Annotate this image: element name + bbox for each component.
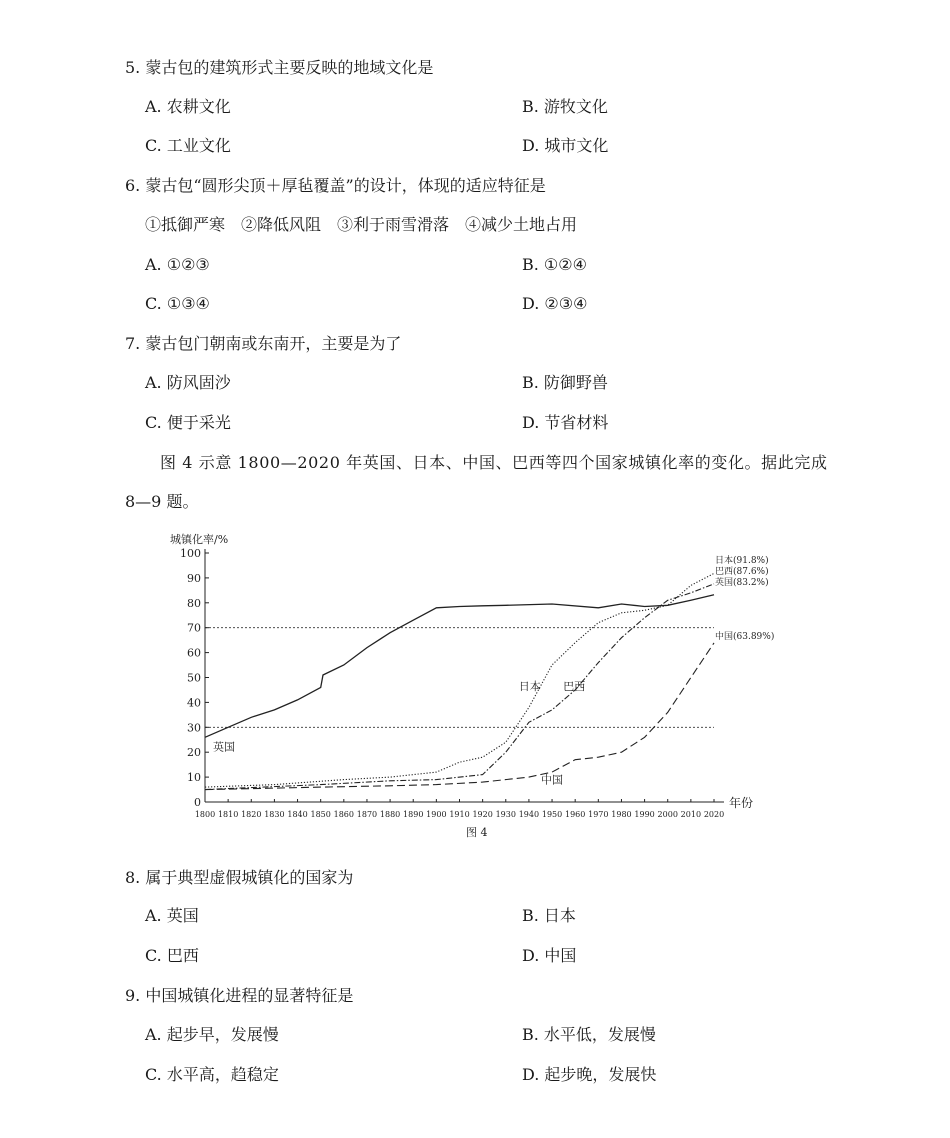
- figure-intro-line-2: 8—9 题。: [125, 492, 199, 511]
- question-9-stem: 9. 中国城镇化进程的显著特征是: [125, 986, 354, 1005]
- x-tick-label: 1870: [356, 810, 378, 819]
- x-tick-label: 1970: [588, 810, 609, 819]
- series-end-label: 日本(91.8%): [715, 556, 769, 566]
- question-7-option-b[interactable]: B. 防御野兽: [522, 373, 608, 392]
- series-label-inline: 英国: [213, 740, 235, 754]
- y-tick-label: 20: [187, 746, 201, 760]
- x-tick-label: 1890: [403, 810, 424, 819]
- x-tick-label: 1950: [541, 810, 563, 819]
- y-axis-label: 城镇化率/%: [170, 533, 229, 546]
- series-line-0: [205, 595, 714, 738]
- question-7-stem: 7. 蒙古包门朝南或东南开，主要是为了: [125, 334, 402, 353]
- x-tick-label: 1980: [611, 810, 632, 819]
- y-tick-label: 30: [187, 721, 201, 735]
- x-tick-label: 1920: [472, 810, 493, 819]
- series-line-3: [205, 643, 714, 790]
- question-6-stem: 6. 蒙古包“圆形尖顶＋厚毡覆盖”的设计，体现的适应特征是: [125, 176, 546, 195]
- series-end-label: 英国(83.2%): [715, 578, 769, 588]
- series-label-inline: 日本: [518, 679, 541, 693]
- question-7-option-c[interactable]: C. 便于采光: [145, 413, 231, 432]
- x-tick-label: 1830: [264, 810, 285, 819]
- question-5-option-c[interactable]: C. 工业文化: [145, 136, 231, 155]
- question-8-option-c[interactable]: C. 巴西: [145, 946, 199, 965]
- x-tick-label: 1900: [426, 810, 447, 819]
- question-5-option-a[interactable]: A. 农耕文化: [145, 97, 231, 116]
- figure-intro-line-1: 图 4 示意 1800—2020 年英国、日本、中国、巴西等四个国家城镇化率的变化。据此完成: [160, 453, 828, 472]
- x-axis-label: 年份: [729, 796, 754, 810]
- question-7-option-a[interactable]: A. 防风固沙: [145, 373, 231, 392]
- x-tick-label: 1910: [449, 810, 470, 819]
- question-8-option-a[interactable]: A. 英国: [145, 906, 199, 925]
- urbanization-line-chart: [150, 528, 800, 823]
- x-tick-label: 1800: [194, 810, 216, 819]
- question-8-stem: 8. 属于典型虚假城镇化的国家为: [125, 868, 354, 887]
- y-tick-label: 40: [187, 696, 201, 710]
- question-9-option-d[interactable]: D. 起步晚，发展快: [522, 1065, 657, 1084]
- question-8-option-b[interactable]: B. 日本: [522, 906, 576, 925]
- x-tick-label: 2020: [703, 810, 725, 819]
- series-line-2: [205, 584, 714, 790]
- question-5-option-d[interactable]: D. 城市文化: [522, 136, 609, 155]
- question-9-option-a[interactable]: A. 起步早，发展慢: [145, 1025, 279, 1044]
- x-tick-label: 1820: [241, 810, 262, 819]
- question-6-option-b[interactable]: B. ①②④: [522, 255, 587, 274]
- series-end-label: 中国(63.89%): [715, 631, 775, 642]
- x-tick-label: 2000: [657, 810, 678, 819]
- x-tick-label: 1960: [565, 810, 586, 819]
- question-6-option-a[interactable]: A. ①②③: [145, 255, 210, 274]
- y-tick-label: 60: [187, 646, 201, 660]
- question-6-option-c[interactable]: C. ①③④: [145, 294, 210, 313]
- series-label-inline: 巴西: [563, 679, 586, 693]
- question-9-option-c[interactable]: C. 水平高，趋稳定: [145, 1065, 279, 1084]
- question-8-option-d[interactable]: D. 中国: [522, 946, 577, 965]
- x-tick-label: 1930: [495, 810, 516, 819]
- x-tick-label: 1990: [634, 810, 655, 819]
- x-tick-label: 1860: [333, 810, 354, 819]
- question-9-option-b[interactable]: B. 水平低，发展慢: [522, 1025, 656, 1044]
- series-end-label: 巴西(87.6%): [715, 567, 769, 577]
- y-tick-label: 50: [187, 671, 201, 685]
- question-5-option-b[interactable]: B. 游牧文化: [522, 97, 608, 116]
- question-5-stem: 5. 蒙古包的建筑形式主要反映的地域文化是: [125, 58, 434, 77]
- y-tick-label: 80: [187, 596, 201, 610]
- x-tick-label: 1810: [217, 810, 239, 819]
- y-tick-label: 100: [180, 547, 201, 560]
- x-tick-label: 2010: [680, 810, 702, 819]
- x-tick-label: 1850: [310, 810, 331, 819]
- question-6-items: ①抵御严寒 ②降低风阻 ③利于雨雪滑落 ④减少土地占用: [145, 215, 578, 234]
- y-tick-label: 70: [187, 621, 201, 635]
- y-tick-label: 10: [187, 771, 201, 785]
- series-label-inline: 中国: [541, 773, 564, 787]
- x-tick-label: 1880: [379, 810, 401, 819]
- x-tick-label: 1940: [518, 810, 540, 819]
- y-tick-label: 90: [187, 571, 201, 585]
- question-7-option-d[interactable]: D. 节省材料: [522, 413, 609, 432]
- question-6-option-d[interactable]: D. ②③④: [522, 294, 588, 313]
- x-tick-label: 1840: [287, 810, 308, 819]
- figure-caption: 图 4: [466, 826, 488, 839]
- y-tick-label: 0: [194, 796, 201, 809]
